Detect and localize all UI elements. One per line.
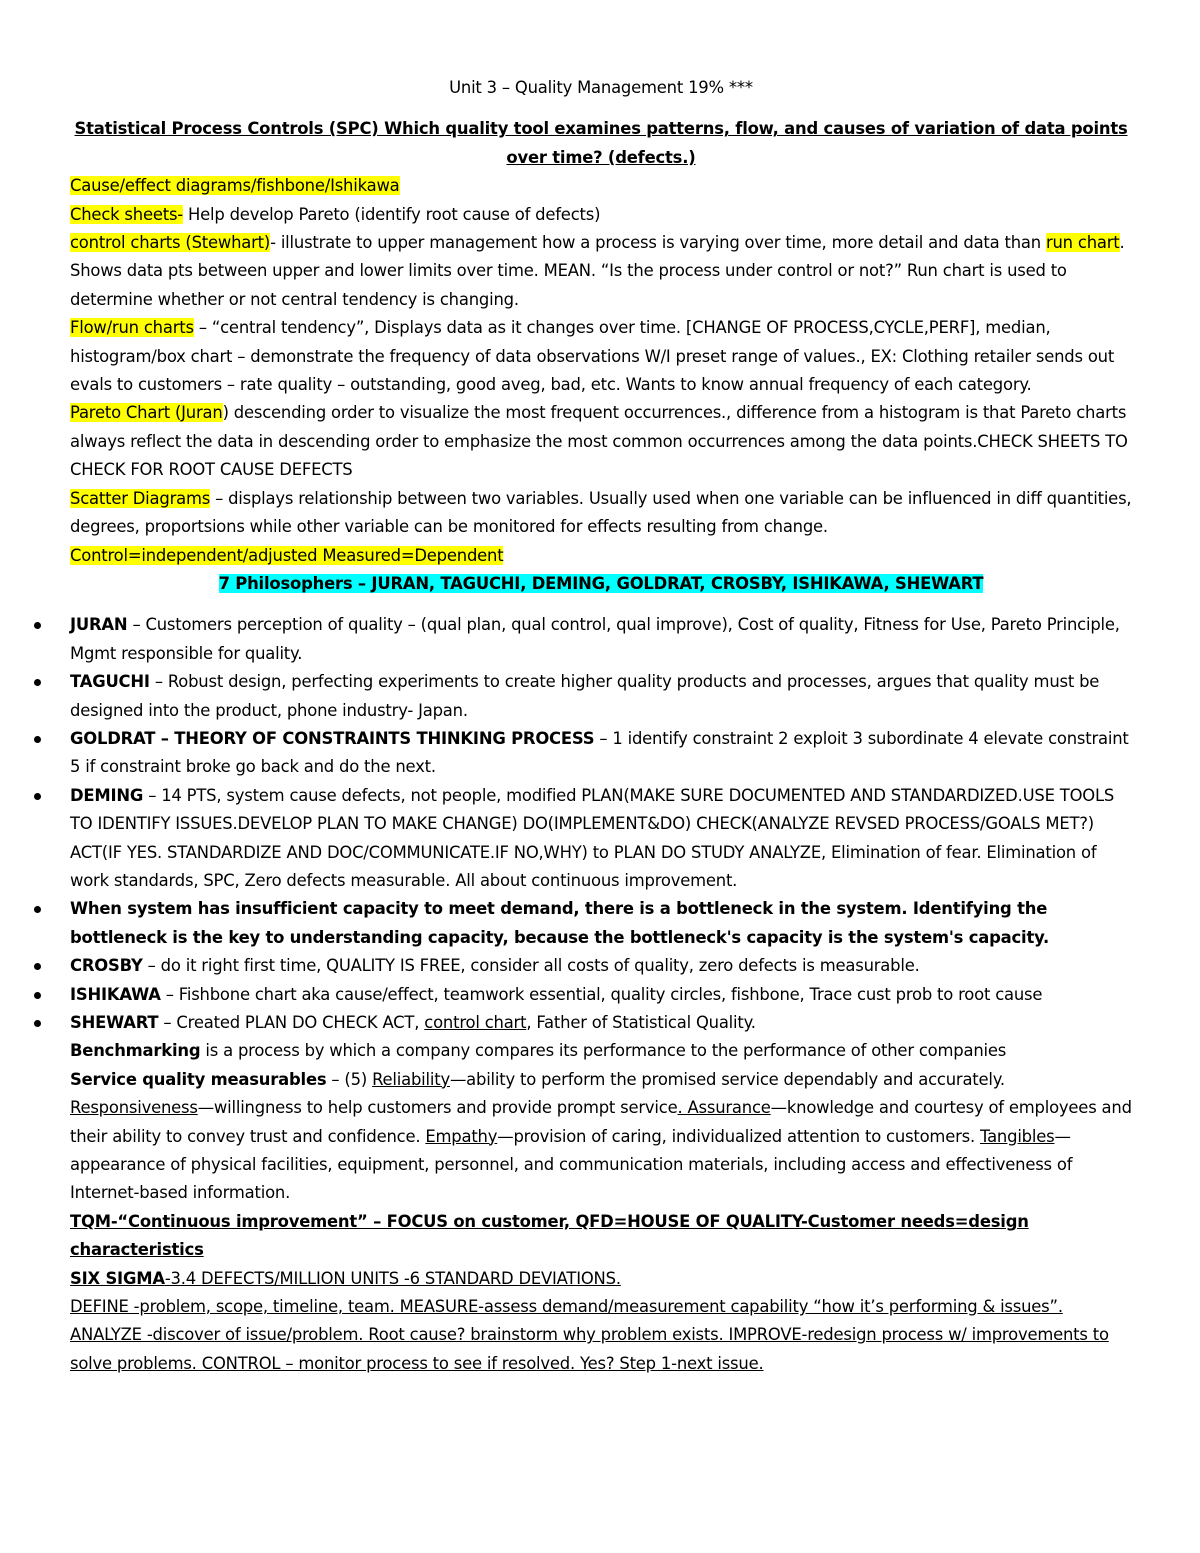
bottleneck-text: When system has insufficient capacity to meet demand, there is a bottleneck in the system. Identifying the bottleneck is the key to understanding capacity, because the bottleneck's capacity is the system's capacity. [70, 899, 1050, 947]
empathy-term: Empathy [425, 1126, 498, 1146]
list-item-ishikawa [70, 981, 1132, 1009]
juran-text: – Customers perception of quality – (qual plan, qual control, qual improve), Cost of quality, Fitness for Use, Pareto Principle, Mgmt responsible for quality. [70, 615, 1120, 663]
list-item-bottleneck [70, 895, 1132, 952]
scatter-label: Scatter Diagrams [70, 488, 211, 508]
control-charts-text1: - illustrate to upper management how a process is varying over time, more detail and data than [270, 233, 1046, 253]
check-sheets-line [70, 201, 1132, 229]
ishikawa-text: – Fishbone chart aka cause/effect, teamwork essential, quality circles, fishbone, Trace cust prob to root cause [160, 984, 1043, 1004]
service-quality-label: Service quality measurables [70, 1069, 327, 1089]
list-item-goldrat [70, 725, 1132, 782]
shewart-name: SHEWART [70, 1013, 159, 1032]
flow-run-label: Flow/run charts [70, 318, 194, 338]
cause-effect-line [70, 172, 1132, 200]
philosophers-list [70, 611, 1132, 1037]
control-charts-label: control charts (Stewhart) [70, 233, 271, 253]
cause-effect-text: Cause/effect diagrams/fishbone/Ishikawa [70, 176, 400, 196]
flow-run-paragraph [70, 314, 1132, 399]
juran-name: JURAN [70, 615, 128, 635]
list-item-juran [70, 611, 1132, 668]
six-sigma-text: -3.4 DEFECTS/MILLION UNITS -6 STANDARD DEVIATIONS. [164, 1268, 621, 1288]
goldrat-name: GOLDRAT – THEORY OF CONSTRAINTS THINKING PROCESS [70, 728, 595, 748]
six-sigma-label: SIX SIGMA [70, 1268, 165, 1288]
control-measured-line [70, 542, 1132, 570]
reliability-term: Reliability [372, 1069, 450, 1089]
service-quality-paragraph [70, 1066, 1132, 1208]
six-sigma-line [70, 1265, 1132, 1293]
philosophers-heading: 7 Philosophers – JURAN, TAGUCHI, DEMING, GOLDRAT, CROSBY, ISHIKAWA, SHEWART [218, 573, 984, 593]
bullet-icon [34, 963, 41, 970]
tqm-paragraph [70, 1208, 1132, 1265]
list-item-deming [70, 782, 1132, 896]
tangibles-term: Tangibles [979, 1126, 1055, 1146]
document-title: Unit 3 – Quality Management 19% *** [449, 78, 753, 97]
list-item-shewart [70, 1009, 1132, 1037]
shewart-text2: , Father of Statistical Quality. [526, 1013, 756, 1032]
check-sheets-label: Check sheets- [70, 204, 184, 224]
spc-question: Which quality tool examines patterns, flow, and causes of variation of data points over time? (defects.) [378, 119, 1128, 167]
empathy-text: —provision of caring, individualized attention to customers. [497, 1126, 980, 1146]
bullet-icon [34, 906, 41, 913]
spc-heading [70, 115, 1132, 172]
ishikawa-name: ISHIKAWA [70, 984, 161, 1004]
list-item-crosby [70, 952, 1132, 980]
benchmarking-label: Benchmarking [70, 1041, 201, 1061]
pareto-text: ) descending order to visualize the most frequent occurrences., difference from a histogram is that Pareto charts always reflect the data in descending order to emphasize the most common occurrences among the data points.CHECK SHEETS TO CHECK FOR ROOT CAUSE DEFECTS [70, 403, 1128, 480]
shewart-text1: – Created PLAN DO CHECK ACT, [158, 1013, 425, 1032]
benchmarking-text: is a process by which a company compares its performance to the performance of other companies [200, 1041, 1007, 1061]
dmaic-paragraph: DEFINE -problem, scope, timeline, team. MEASURE-assess demand/measurement capability “how it’s performing & issues”. ANALYZE -discover of issue/problem. Root cause? brainstorm why problem exists. IMPROVE-redesign process w/ improvements to solve problems. CONTROL – monitor process to see if resolved. Yes? Step 1-next issue. [70, 1297, 1109, 1373]
pareto-label: Pareto Chart (Juran [70, 403, 223, 423]
document-body [70, 74, 1132, 1378]
control-charts-paragraph [70, 229, 1132, 314]
taguchi-name: TAGUCHI [70, 672, 150, 692]
bullet-icon [34, 622, 41, 629]
flow-run-text: – “central tendency”, Displays data as it changes over time. [CHANGE OF PROCESS,CYCLE,PERF], median, histogram/box chart – demonstrate the frequency of data observations W/I preset range of values., EX: Clothing retailer sends out evals to customers – rate quality – outstanding, good aveg, bad, etc. Wants to know annual frequency of each category. [70, 318, 1115, 395]
tangibles-text: —appearance of physical facilities, equipment, personnel, and communication materials, including access and effectiveness of Internet-based information. [70, 1126, 1073, 1203]
scatter-text: – displays relationship between two variables. Usually used when one variable can be influenced in diff quantities, degrees, proportsions while other variable can be monitored for effects resulting from change. [70, 488, 1132, 537]
deming-name: DEMING [70, 785, 144, 805]
reliability-text: —ability to perform the promised service dependably and accurately. [449, 1069, 1005, 1089]
benchmarking-paragraph [70, 1037, 1132, 1065]
crosby-text: – do it right first time, QUALITY IS FREE, consider all costs of quality, zero defects is measurable. [142, 956, 920, 976]
bullet-icon [34, 793, 41, 800]
shewart-control-chart: control chart [424, 1013, 527, 1032]
deming-text: – 14 PTS, system cause defects, not people, modified PLAN(MAKE SURE DOCUMENTED AND STANDARDIZED.USE TOOLS TO IDENTIFY ISSUES.DEVELOP PLAN TO MAKE CHANGE) DO(IMPLEMENT&DO) CHECK(ANALYZE REVSED PROCESS/GOALS MET?) ACT(IF YES. STANDARDIZE AND DOC/COMMUNICATE.IF NO,WHY) to PLAN DO STUDY ANALYZE, Elimination of fear. Elimination of work standards, SPC, Zero defects measurable. All about continuous improvement. [70, 785, 1115, 890]
taguchi-text: – Robust design, perfecting experiments to create higher quality products and processes, argues that quality must be designed into the product, phone industry- Japan. [70, 672, 1100, 720]
responsiveness-text: —willingness to help customers and provide prompt service [197, 1098, 678, 1118]
pareto-paragraph [70, 399, 1132, 484]
list-item-taguchi [70, 668, 1132, 725]
assurance-term: . Assurance [677, 1098, 771, 1118]
bullet-icon [34, 736, 41, 743]
assurance-text: —knowledge and courtesy of employees and their ability to convey trust and confidence. [70, 1098, 1132, 1146]
bullet-icon [34, 992, 41, 999]
crosby-name: CROSBY [70, 956, 143, 976]
scatter-paragraph [70, 485, 1132, 542]
spc-label: Statistical Process Controls (SPC) [74, 119, 379, 139]
bullet-icon [34, 679, 41, 686]
philosophers-heading-line [70, 570, 1132, 598]
tqm-text: TQM-“Continuous improvement” – FOCUS on customer, QFD=HOUSE OF QUALITY-Customer needs=design characteristics [70, 1211, 1029, 1260]
goldrat-text: – 1 identify constraint 2 exploit 3 subordinate 4 elevate constraint 5 if constraint broke go back and do the next. [70, 728, 1129, 777]
responsiveness-term: Responsiveness [70, 1098, 198, 1118]
run-chart-label: run chart [1045, 233, 1120, 253]
control-charts-text2: . Shows data pts between upper and lower limits over time. MEAN. “Is the process under control or not?” Run chart is used to determine whether or not central tendency is changing. [70, 233, 1125, 309]
service-quality-dash: – (5) [326, 1069, 373, 1089]
control-measured-text: Control=independent/adjusted Measured=Dependent [70, 545, 504, 565]
check-sheets-text: Help develop Pareto (identify root cause of defects) [183, 204, 601, 224]
bullet-icon [34, 1020, 41, 1027]
